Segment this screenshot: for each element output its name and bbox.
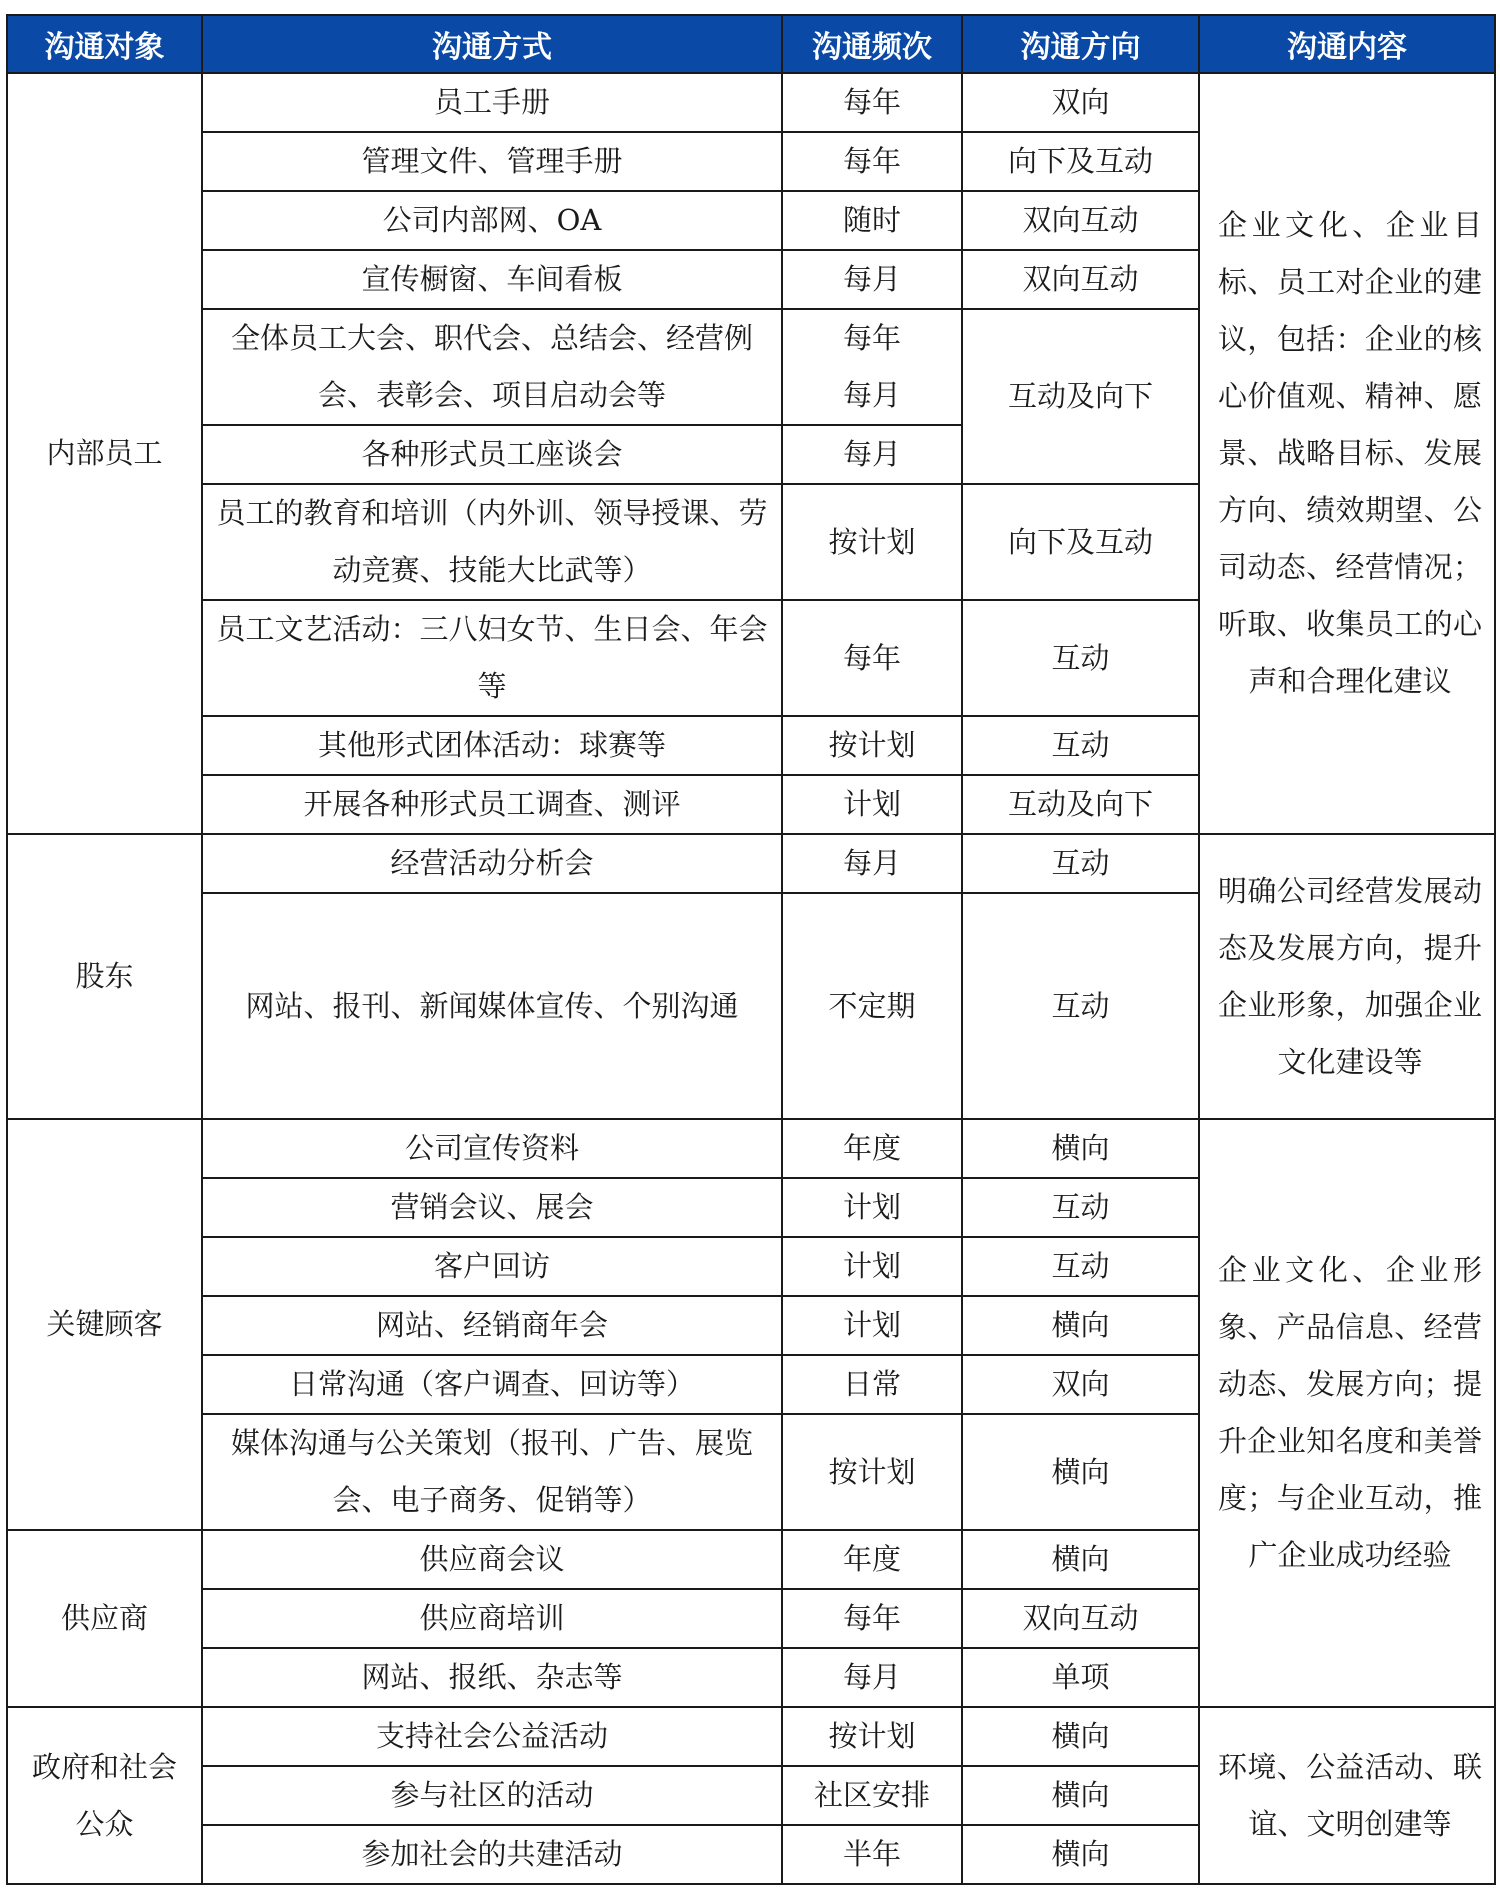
direction-cell: 双向互动 xyxy=(962,250,1199,309)
frequency-cell: 每月 xyxy=(782,425,962,484)
method-cell: 员工手册 xyxy=(202,73,782,132)
frequency-cell: 每年 xyxy=(782,1589,962,1648)
direction-cell: 双向互动 xyxy=(962,1589,1199,1648)
direction-cell: 互动及向下 xyxy=(962,309,1199,484)
method-cell: 开展各种形式员工调查、测评 xyxy=(202,775,782,834)
frequency-cell: 不定期 xyxy=(782,893,962,1119)
target-public: 政府和社会公众 xyxy=(7,1707,202,1884)
method-cell: 参与社区的活动 xyxy=(202,1766,782,1825)
table-row xyxy=(7,1119,1495,1178)
frequency-cell: 每年 xyxy=(782,73,962,132)
method-cell: 其他形式团体活动：球赛等 xyxy=(202,716,782,775)
header-frequency: 沟通频次 xyxy=(782,15,962,73)
frequency-cell: 按计划 xyxy=(782,484,962,600)
direction-cell: 横向 xyxy=(962,1414,1199,1530)
frequency-line: 每年 xyxy=(842,321,901,355)
frequency-line: 每月 xyxy=(842,378,901,412)
direction-cell: 双向 xyxy=(962,1355,1199,1414)
direction-cell: 互动 xyxy=(962,716,1199,775)
direction-cell: 横向 xyxy=(962,1825,1199,1884)
method-cell: 网站、报纸、杂志等 xyxy=(202,1648,782,1707)
content-employees: 企业文化、企业目标、员工对企业的建议，包括：企业的核心价值观、精神、愿景、战略目标、发展方向、绩效期望、公司动态、经营情况；听取、收集员工的心声和合理化建议 xyxy=(1199,73,1495,834)
frequency-cell: 每年 xyxy=(782,132,962,191)
method-cell: 支持社会公益活动 xyxy=(202,1707,782,1766)
frequency-cell xyxy=(782,309,962,425)
direction-cell: 互动及向下 xyxy=(962,775,1199,834)
header-method: 沟通方式 xyxy=(202,15,782,73)
direction-cell: 互动 xyxy=(962,834,1199,893)
direction-cell: 横向 xyxy=(962,1119,1199,1178)
direction-cell: 向下及互动 xyxy=(962,484,1199,600)
direction-cell: 互动 xyxy=(962,893,1199,1119)
method-cell: 供应商会议 xyxy=(202,1530,782,1589)
method-cell: 供应商培训 xyxy=(202,1589,782,1648)
target-suppliers: 供应商 xyxy=(7,1530,202,1707)
direction-cell: 互动 xyxy=(962,1178,1199,1237)
target-shareholders: 股东 xyxy=(7,834,202,1119)
content-shareholders: 明确公司经营发展动态及发展方向，提升企业形象，加强企业文化建设等 xyxy=(1199,834,1495,1119)
frequency-cell: 每年 xyxy=(782,600,962,716)
frequency-cell: 每月 xyxy=(782,1648,962,1707)
table-row xyxy=(7,834,1495,893)
table-row xyxy=(7,73,1495,132)
direction-cell: 双向 xyxy=(962,73,1199,132)
method-cell: 员工的教育和培训（内外训、领导授课、劳动竞赛、技能大比武等） xyxy=(202,484,782,600)
method-cell: 各种形式员工座谈会 xyxy=(202,425,782,484)
frequency-cell: 社区安排 xyxy=(782,1766,962,1825)
content-customers-suppliers: 企业文化、企业形象、产品信息、经营动态、发展方向；提升企业知名度和美誉度；与企业互动，推广企业成功经验 xyxy=(1199,1119,1495,1707)
header-direction: 沟通方向 xyxy=(962,15,1199,73)
communication-table xyxy=(6,14,1496,1885)
direction-cell: 横向 xyxy=(962,1707,1199,1766)
frequency-cell: 计划 xyxy=(782,1237,962,1296)
method-cell: 参加社会的共建活动 xyxy=(202,1825,782,1884)
frequency-cell: 每月 xyxy=(782,834,962,893)
direction-cell: 向下及互动 xyxy=(962,132,1199,191)
direction-cell: 单项 xyxy=(962,1648,1199,1707)
method-cell: 员工文艺活动：三八妇女节、生日会、年会等 xyxy=(202,600,782,716)
frequency-cell: 半年 xyxy=(782,1825,962,1884)
method-cell: 经营活动分析会 xyxy=(202,834,782,893)
header-content: 沟通内容 xyxy=(1199,15,1495,73)
frequency-cell: 每月 xyxy=(782,250,962,309)
table-row xyxy=(7,1707,1495,1766)
direction-cell: 横向 xyxy=(962,1296,1199,1355)
header-row xyxy=(7,15,1495,73)
method-cell: 网站、经销商年会 xyxy=(202,1296,782,1355)
frequency-cell: 计划 xyxy=(782,775,962,834)
method-cell: 全体员工大会、职代会、总结会、经营例会、表彰会、项目启动会等 xyxy=(202,309,782,425)
method-cell: 客户回访 xyxy=(202,1237,782,1296)
method-cell: 宣传橱窗、车间看板 xyxy=(202,250,782,309)
frequency-cell: 计划 xyxy=(782,1296,962,1355)
frequency-cell: 按计划 xyxy=(782,1707,962,1766)
method-cell: 公司宣传资料 xyxy=(202,1119,782,1178)
method-cell: 日常沟通（客户调查、回访等） xyxy=(202,1355,782,1414)
direction-cell: 横向 xyxy=(962,1530,1199,1589)
direction-cell: 互动 xyxy=(962,1237,1199,1296)
direction-cell: 横向 xyxy=(962,1766,1199,1825)
frequency-cell: 年度 xyxy=(782,1530,962,1589)
frequency-cell: 按计划 xyxy=(782,716,962,775)
content-public: 环境、公益活动、联谊、文明创建等 xyxy=(1199,1707,1495,1884)
frequency-cell: 日常 xyxy=(782,1355,962,1414)
method-cell: 网站、报刊、新闻媒体宣传、个别沟通 xyxy=(202,893,782,1119)
header-target: 沟通对象 xyxy=(7,15,202,73)
method-cell: 公司内部网、OA xyxy=(202,191,782,250)
target-employees: 内部员工 xyxy=(7,73,202,834)
method-cell: 营销会议、展会 xyxy=(202,1178,782,1237)
direction-cell: 互动 xyxy=(962,600,1199,716)
frequency-cell: 随时 xyxy=(782,191,962,250)
target-customers: 关键顾客 xyxy=(7,1119,202,1530)
method-cell: 管理文件、管理手册 xyxy=(202,132,782,191)
frequency-cell: 计划 xyxy=(782,1178,962,1237)
frequency-cell: 按计划 xyxy=(782,1414,962,1530)
frequency-cell: 年度 xyxy=(782,1119,962,1178)
method-cell: 媒体沟通与公关策划（报刊、广告、展览会、电子商务、促销等） xyxy=(202,1414,782,1530)
direction-cell: 双向互动 xyxy=(962,191,1199,250)
